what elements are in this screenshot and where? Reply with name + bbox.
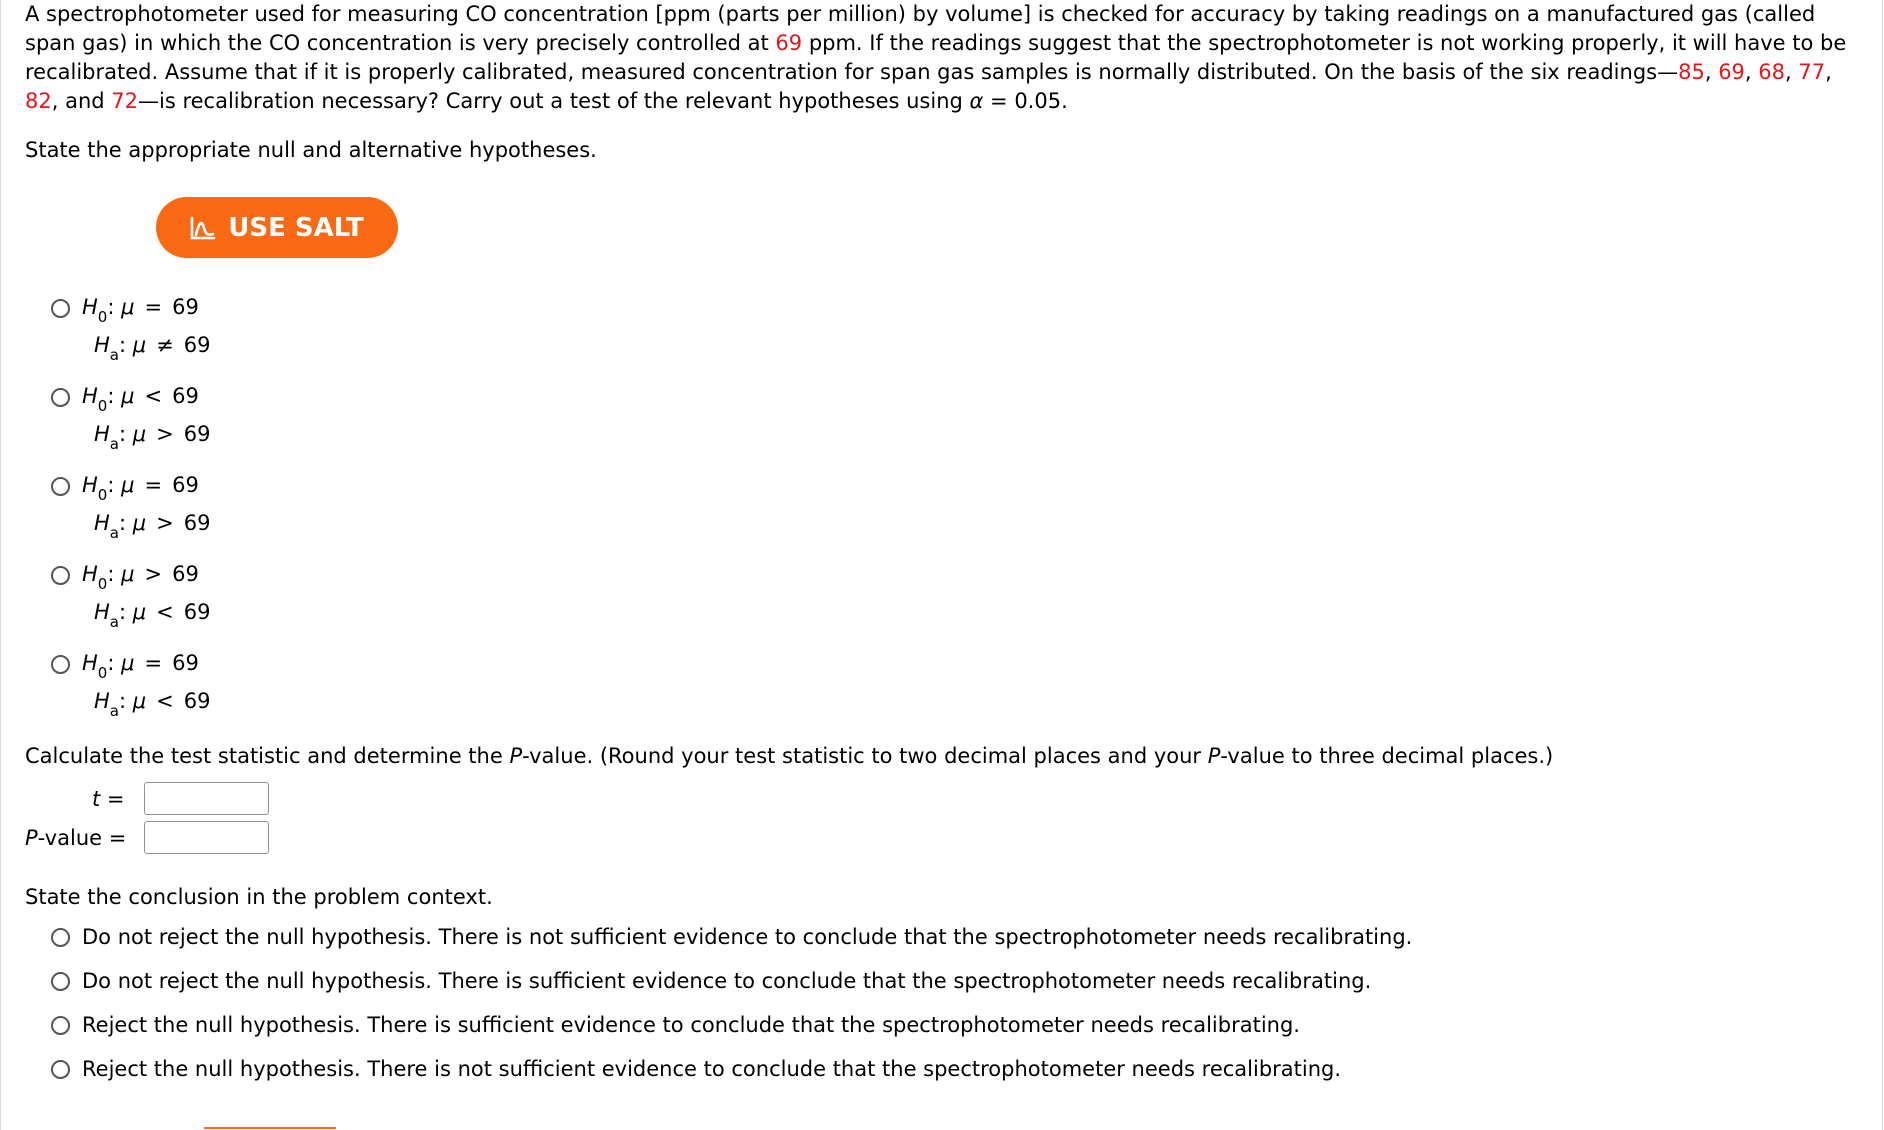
null-hypothesis	[82, 555, 199, 595]
separator: ,	[1744, 60, 1759, 84]
radio-button[interactable]	[51, 655, 70, 674]
subscript-a: a	[109, 702, 119, 720]
target-value: 69	[775, 31, 803, 55]
problem-text-1: A spectrophotometer used for measuring CO concentration [ppm (parts per million) by volume] is checked for accuracy by taking readings on a manufactured gas (called span gas) in which the CO concentration is very precisely controlled at	[25, 2, 1816, 55]
mu-symbol: μ	[132, 511, 147, 535]
null-hypothesis	[82, 377, 199, 417]
radio-button[interactable]	[51, 928, 70, 947]
operator: ≠	[156, 333, 174, 357]
value: 69	[183, 689, 211, 713]
mu-symbol: μ	[121, 473, 135, 497]
mu-symbol: μ	[132, 422, 147, 446]
use-salt-button[interactable]	[156, 197, 398, 258]
h-symbol: H	[82, 295, 98, 319]
value: 69	[183, 600, 211, 624]
hypothesis-option[interactable]	[51, 289, 210, 365]
h-symbol: H	[94, 511, 110, 535]
value: 69	[172, 562, 199, 586]
operator: >	[144, 562, 163, 586]
radio-button[interactable]	[51, 1016, 70, 1035]
p-value-label	[25, 824, 126, 853]
h-symbol: H	[94, 600, 110, 624]
null-hypothesis	[82, 466, 199, 506]
alpha-value: = 0.05.	[983, 89, 1068, 113]
subscript-a: a	[109, 435, 119, 453]
subscript-0: 0	[97, 486, 108, 504]
colon: :	[119, 600, 127, 624]
h-symbol: H	[82, 562, 98, 586]
subscript-a: a	[109, 524, 119, 542]
conclusion-option-label: Do not reject the null hypothesis. There is not sufficient evidence to conclude that the spectrophotometer needs recalibrating.	[82, 925, 1413, 949]
h-symbol: H	[94, 422, 110, 446]
calc-p-italic: P	[509, 744, 523, 768]
h-symbol: H	[82, 384, 98, 408]
alt-hypothesis	[94, 504, 210, 544]
value: 69	[172, 651, 199, 675]
conclusion-option[interactable]	[51, 959, 1412, 1003]
mu-symbol: μ	[121, 384, 135, 408]
null-hypothesis	[82, 644, 199, 684]
calculation-prompt	[25, 742, 1553, 771]
calc-text: -value to three decimal places.)	[1220, 744, 1554, 768]
mu-symbol: μ	[132, 689, 147, 713]
mu-symbol: μ	[121, 651, 135, 675]
operator: <	[156, 600, 174, 624]
operator: <	[144, 384, 163, 408]
null-hypothesis	[82, 288, 199, 328]
operator: >	[156, 511, 174, 535]
t-statistic-input[interactable]	[144, 782, 269, 815]
h-symbol: H	[94, 333, 110, 357]
use-salt-label: USE SALT	[228, 212, 364, 243]
p-symbol: P	[25, 826, 38, 850]
p-value-input[interactable]	[144, 821, 269, 854]
subscript-0: 0	[97, 575, 108, 593]
conclusion-option[interactable]	[51, 915, 1412, 959]
conclusion-prompt: State the conclusion in the problem context.	[25, 885, 493, 909]
reading-value: 72	[111, 89, 139, 113]
subscript-a: a	[109, 613, 119, 631]
colon: :	[119, 511, 127, 535]
h-symbol: H	[82, 473, 98, 497]
subscript-0: 0	[97, 308, 108, 326]
equals: =	[106, 787, 125, 811]
colon: :	[119, 422, 127, 446]
value: 69	[183, 333, 211, 357]
reading-value: 82	[25, 89, 52, 113]
reading-value: 77	[1798, 60, 1826, 84]
colon: :	[107, 651, 115, 675]
subscript-0: 0	[97, 664, 108, 682]
radio-button[interactable]	[51, 477, 70, 496]
reading-value: 69	[1718, 60, 1745, 84]
operator: <	[156, 689, 174, 713]
conclusion-option-label: Reject the null hypothesis. There is sufficient evidence to conclude that the spectrophotometer needs recalibrating.	[82, 1013, 1300, 1037]
hypothesis-option[interactable]	[51, 467, 210, 543]
calc-p-italic: P	[1207, 744, 1221, 768]
mu-symbol: μ	[121, 562, 135, 586]
value: 69	[172, 384, 199, 408]
hypothesis-option[interactable]	[51, 378, 210, 454]
separator: , and	[51, 89, 112, 113]
reading-value: 85	[1678, 60, 1705, 84]
equals: =	[108, 826, 127, 850]
h-symbol: H	[94, 689, 110, 713]
radio-button[interactable]	[51, 1060, 70, 1079]
t-symbol: t	[92, 787, 101, 811]
reading-value: 68	[1758, 60, 1786, 84]
alt-hypothesis	[94, 326, 210, 366]
t-label	[92, 785, 125, 814]
problem-text-3: —is recalibration necessary? Carry out a test of the relevant hypotheses using	[138, 89, 970, 113]
subscript-0: 0	[97, 397, 108, 415]
conclusion-option[interactable]	[51, 1003, 1412, 1047]
alt-hypothesis	[94, 415, 210, 455]
hypothesis-option[interactable]	[51, 556, 210, 632]
problem-statement	[25, 0, 1855, 116]
operator: >	[156, 422, 174, 446]
radio-button[interactable]	[51, 388, 70, 407]
mu-symbol: μ	[132, 333, 147, 357]
radio-button[interactable]	[51, 299, 70, 318]
colon: :	[107, 295, 115, 319]
alt-hypothesis	[94, 682, 210, 722]
operator: =	[144, 651, 163, 675]
separator: ,	[1704, 60, 1719, 84]
value: 69	[172, 473, 199, 497]
alt-hypothesis	[94, 593, 210, 633]
value: 69	[172, 295, 199, 319]
mu-symbol: μ	[121, 295, 135, 319]
mu-symbol: μ	[132, 600, 147, 624]
colon: :	[107, 473, 115, 497]
value: 69	[183, 511, 211, 535]
colon: :	[119, 689, 127, 713]
radio-button[interactable]	[51, 566, 70, 585]
operator: =	[144, 473, 163, 497]
separator: ,	[1825, 60, 1832, 84]
p-value-text: -value	[37, 826, 103, 850]
h-symbol: H	[82, 651, 98, 675]
calc-text: -value. (Round your test statistic to two decimal places and your	[522, 744, 1208, 768]
hypothesis-option[interactable]	[51, 645, 210, 721]
conclusion-option-label: Reject the null hypothesis. There is not sufficient evidence to conclude that the spectrophotometer needs recalibrating.	[82, 1057, 1342, 1081]
problem-text-2: ppm. If the readings suggest that the spectrophotometer is not working properly, it will have to be recalibrated. Assume that if it is properly calibrated, measured concentration for span gas samples is normally distributed. On the basis of the six readings—	[25, 31, 1847, 84]
colon: :	[107, 562, 115, 586]
calc-text: Calculate the test statistic and determine the	[25, 744, 510, 768]
divider	[204, 1127, 336, 1129]
alpha-symbol: α	[969, 89, 984, 113]
conclusion-options	[51, 915, 1412, 1091]
value: 69	[183, 422, 211, 446]
subscript-a: a	[109, 346, 119, 364]
operator: =	[144, 295, 163, 319]
conclusion-option[interactable]	[51, 1047, 1412, 1091]
colon: :	[107, 384, 115, 408]
radio-button[interactable]	[51, 972, 70, 991]
salt-chart-icon	[190, 216, 216, 240]
hypotheses-prompt: State the appropriate null and alternative hypotheses.	[25, 138, 597, 162]
conclusion-option-label: Do not reject the null hypothesis. There is sufficient evidence to conclude that the spectrophotometer needs recalibrating.	[82, 969, 1372, 993]
colon: :	[119, 333, 127, 357]
separator: ,	[1785, 60, 1799, 84]
